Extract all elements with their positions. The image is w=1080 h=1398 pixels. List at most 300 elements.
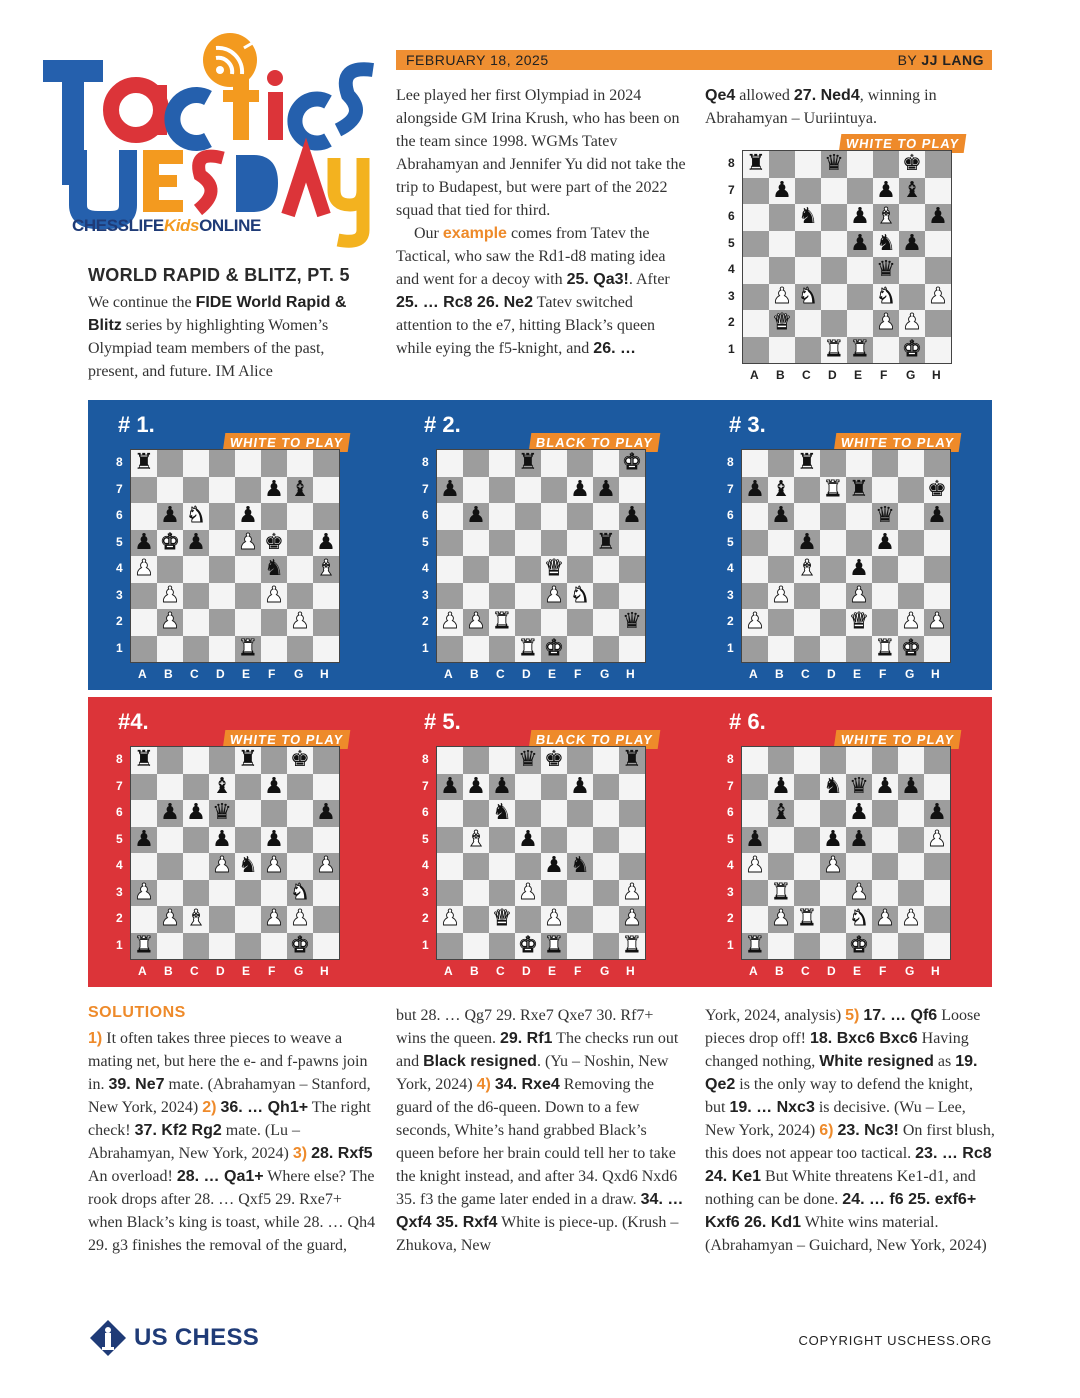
puzzle-6 (699, 697, 999, 987)
board-square (924, 636, 950, 663)
black-pawn-icon: ♟ (875, 773, 895, 799)
board-square (795, 310, 821, 337)
board-square (742, 556, 768, 583)
board-square (768, 477, 794, 504)
board-square (261, 530, 287, 557)
board-square (515, 800, 541, 827)
file-label: G (906, 368, 916, 382)
solution-move: 36. … Qh1+ (220, 1099, 309, 1116)
black-pawn-icon: ♟ (186, 529, 206, 555)
board-square (567, 853, 593, 880)
board-square (313, 636, 339, 663)
chessboard (436, 746, 646, 960)
board-square (742, 477, 768, 504)
board-square (541, 636, 567, 663)
board-square (924, 853, 950, 880)
board-square (593, 747, 619, 774)
board-square (847, 337, 873, 364)
board-square (437, 609, 463, 636)
puzzle-4 (88, 697, 388, 987)
board-square (463, 477, 489, 504)
turn-banner: WHITE TO PLAY (223, 730, 351, 749)
board-square (313, 853, 339, 880)
board-square (619, 747, 645, 774)
white-pawn-icon: ♟ (771, 906, 791, 932)
black-pawn-icon: ♟ (771, 503, 791, 529)
board-square (872, 503, 898, 530)
rank-label: 6 (727, 805, 734, 819)
intro-bold: FIDE World Rapid & Blitz (88, 294, 347, 334)
board-square (567, 477, 593, 504)
board-square (619, 774, 645, 801)
black-bishop-icon: ♝ (212, 773, 232, 799)
white-pawn-icon: ♟ (518, 879, 538, 905)
black-pawn-icon: ♟ (264, 773, 284, 799)
white-rook-icon: ♜ (492, 609, 512, 635)
board-square (287, 853, 313, 880)
black-pawn-icon: ♟ (745, 476, 765, 502)
white-pawn-icon: ♟ (849, 582, 869, 608)
white-pawn-icon: ♟ (544, 906, 564, 932)
solutions-column-2 (396, 1004, 686, 1257)
board-square (287, 747, 313, 774)
solution-text: The right check! (88, 1099, 371, 1139)
board-square (899, 337, 925, 364)
board-square (209, 636, 235, 663)
board-square (183, 906, 209, 933)
board-square (821, 231, 847, 258)
board-square (846, 583, 872, 610)
board-square (489, 933, 515, 960)
black-bishop-icon: ♝ (771, 800, 791, 826)
board-square (925, 337, 951, 364)
board-square (846, 556, 872, 583)
article-byline (898, 52, 984, 68)
board-square (489, 906, 515, 933)
black-pawn-icon: ♟ (570, 773, 590, 799)
white-king-icon: ♚ (901, 635, 921, 661)
board-square (899, 204, 925, 231)
board-square (820, 853, 846, 880)
file-label: C (190, 964, 199, 978)
black-rook-icon: ♜ (596, 529, 616, 555)
file-label: G (600, 964, 610, 978)
board-square (437, 556, 463, 583)
board-square (742, 530, 768, 557)
byline-author: JJ LANG (921, 52, 984, 68)
rank-label: 2 (116, 614, 123, 628)
file-label: F (268, 964, 276, 978)
board-square (235, 880, 261, 907)
black-rook-icon: ♜ (238, 747, 258, 773)
board-square (463, 747, 489, 774)
board-square (847, 284, 873, 311)
board-square (567, 609, 593, 636)
board-square (873, 231, 899, 258)
rank-label: 7 (728, 182, 735, 197)
file-label: H (626, 667, 635, 681)
board-square (489, 636, 515, 663)
rank-label: 2 (422, 911, 429, 925)
board-square (541, 853, 567, 880)
board-square (742, 800, 768, 827)
board-square (924, 827, 950, 854)
file-label: B (775, 964, 784, 978)
board-square (847, 178, 873, 205)
file-label: F (574, 667, 582, 681)
solution-text: White wins material. (Abrahamyan – Guichard, New York, 2024) (705, 1214, 987, 1254)
white-rook-icon: ♜ (771, 879, 791, 905)
black-pawn-icon: ♟ (771, 773, 791, 799)
file-label: E (242, 964, 251, 978)
board-square (489, 477, 515, 504)
board-square (567, 933, 593, 960)
rank-label: 8 (422, 752, 429, 766)
board-square (846, 880, 872, 907)
board-square (821, 284, 847, 311)
board-square (235, 827, 261, 854)
rank-label: 8 (728, 156, 735, 170)
board-square (261, 827, 287, 854)
board-square (515, 933, 541, 960)
board-square (898, 906, 924, 933)
board-square (769, 231, 795, 258)
black-queen-icon: ♛ (824, 151, 844, 177)
board-square (287, 450, 313, 477)
white-pawn-icon: ♟ (440, 609, 460, 635)
chessboard (741, 746, 951, 960)
board-square (872, 774, 898, 801)
black-pawn-icon: ♟ (440, 773, 460, 799)
board-square (313, 609, 339, 636)
board-square (489, 450, 515, 477)
board-square (847, 204, 873, 231)
file-label: B (776, 368, 785, 382)
rank-label: 7 (422, 481, 429, 496)
solution-move: Black resigned (423, 1053, 537, 1070)
board-square (820, 800, 846, 827)
rank-label: 4 (728, 262, 735, 276)
board-square (768, 800, 794, 827)
board-square (794, 609, 820, 636)
white-pawn-icon: ♟ (134, 556, 154, 582)
black-pawn-icon: ♟ (797, 529, 817, 555)
black-pawn-icon: ♟ (316, 800, 336, 826)
board-square (313, 503, 339, 530)
board-square (515, 853, 541, 880)
board-square (743, 178, 769, 205)
file-label: B (164, 667, 173, 681)
solution-text: mate. (Lu – Abrahamyan, New York, 2024) (88, 1122, 300, 1162)
white-pawn-icon: ♟ (622, 906, 642, 932)
board-square (261, 609, 287, 636)
board-square (235, 450, 261, 477)
rank-label: 3 (422, 884, 429, 899)
black-rook-icon: ♜ (134, 747, 154, 773)
board-square (489, 530, 515, 557)
white-knight-icon: ♞ (849, 906, 869, 932)
board-square (209, 906, 235, 933)
board-square (924, 609, 950, 636)
black-pawn-icon: ♟ (850, 230, 870, 256)
logo-text-online: ONLINE (199, 216, 261, 235)
black-pawn-icon: ♟ (264, 476, 284, 502)
board-square (131, 583, 157, 610)
board-square (131, 747, 157, 774)
white-pawn-icon: ♟ (876, 310, 896, 336)
solution-text: White is piece-up. (Krush – Zhukova, New (396, 1214, 679, 1254)
board-square (925, 178, 951, 205)
turn-banner: BLACK TO PLAY (529, 730, 661, 749)
white-queen-icon: ♛ (849, 609, 869, 635)
file-label: G (294, 667, 304, 681)
board-square (795, 257, 821, 284)
board-square (437, 827, 463, 854)
black-knight-icon: ♞ (823, 773, 843, 799)
board-square (820, 906, 846, 933)
rank-label: 5 (727, 534, 734, 549)
board-square (209, 800, 235, 827)
solution-text: It often takes three pieces to weave a mating net, but here the e- and f-pawns join in. (88, 1030, 368, 1093)
board-square (794, 530, 820, 557)
board-square (261, 774, 287, 801)
board-square (183, 583, 209, 610)
puzzle-5 (394, 697, 694, 987)
board-square (795, 204, 821, 231)
board-square (541, 933, 567, 960)
board-square (261, 880, 287, 907)
file-label: D (828, 368, 837, 382)
white-pawn-icon: ♟ (849, 879, 869, 905)
board-square (593, 880, 619, 907)
board-square (821, 337, 847, 364)
board-square (131, 609, 157, 636)
board-square (898, 800, 924, 827)
black-rook-icon: ♜ (622, 747, 642, 773)
board-square (872, 853, 898, 880)
board-square (593, 583, 619, 610)
board-square (209, 530, 235, 557)
board-square (515, 450, 541, 477)
file-label: G (905, 667, 915, 681)
black-pawn-icon: ♟ (901, 773, 921, 799)
solution-text: . (Yu – Noshin, New York, 2024) (396, 1053, 669, 1093)
board-square (287, 477, 313, 504)
board-square (619, 636, 645, 663)
board-square (437, 450, 463, 477)
board-square (235, 636, 261, 663)
black-pawn-icon: ♟ (316, 529, 336, 555)
solution-move: 23. … Rc8 24. Ke1 (705, 1145, 992, 1185)
board-square (463, 450, 489, 477)
solution-number: 3) (292, 1145, 308, 1162)
rank-label: 2 (422, 614, 429, 628)
board-square (463, 906, 489, 933)
black-queen-icon: ♛ (875, 503, 895, 529)
file-label: E (853, 667, 862, 681)
white-king-icon: ♚ (160, 529, 180, 555)
rank-label: 5 (422, 534, 429, 549)
board-square (463, 503, 489, 530)
rank-label: 8 (116, 752, 123, 766)
white-pawn-icon: ♟ (928, 283, 948, 309)
board-square (768, 636, 794, 663)
board-square (794, 774, 820, 801)
example-link[interactable]: example (442, 225, 507, 242)
board-square (183, 636, 209, 663)
solution-move: 34. Rxe4 (494, 1076, 560, 1093)
rank-label: 6 (116, 508, 123, 522)
board-square (567, 906, 593, 933)
board-square (743, 257, 769, 284)
solutions-title: SOLUTIONS (88, 1004, 186, 1021)
board-square (872, 880, 898, 907)
board-square (742, 933, 768, 960)
board-square (183, 827, 209, 854)
board-square (157, 906, 183, 933)
board-square (515, 906, 541, 933)
board-square (209, 556, 235, 583)
file-label: H (626, 964, 635, 978)
rank-label: 2 (727, 614, 734, 628)
board-square (794, 906, 820, 933)
board-square (743, 284, 769, 311)
solution-move: 18. Bxc6 Bxc6 (810, 1030, 918, 1047)
puzzle-number: # 3. (729, 412, 766, 437)
board-square (743, 337, 769, 364)
black-king-icon: ♚ (544, 747, 564, 773)
rank-label: 3 (727, 587, 734, 602)
white-bishop-icon: ♝ (186, 906, 206, 932)
board-square (209, 880, 235, 907)
rank-label: 6 (727, 508, 734, 522)
white-pawn-icon: ♟ (316, 853, 336, 879)
board-square (769, 178, 795, 205)
board-square (157, 853, 183, 880)
board-square (619, 800, 645, 827)
board-square (463, 609, 489, 636)
board-square (463, 827, 489, 854)
board-square (593, 933, 619, 960)
solution-text: Where else? The rook drops after 28. … Qxf5 29. Rxe7+ when Black’s king is toast, while 28. … Qh4 29. g3 finishes the removal of the guard, (88, 1168, 376, 1254)
white-pawn-icon: ♟ (466, 609, 486, 635)
board-square (463, 853, 489, 880)
rank-label: 2 (727, 911, 734, 925)
board-square (872, 933, 898, 960)
board-square (593, 503, 619, 530)
solution-move: 39. Ne7 (108, 1076, 165, 1093)
board-square (794, 747, 820, 774)
rank-label: 4 (727, 561, 734, 575)
board-square (131, 880, 157, 907)
white-pawn-icon: ♟ (212, 853, 232, 879)
board-square (873, 151, 899, 178)
solution-text: The checks run out and (396, 1030, 679, 1070)
board-square (157, 933, 183, 960)
board-square (209, 503, 235, 530)
board-square (769, 257, 795, 284)
board-square (768, 774, 794, 801)
file-label: H (320, 667, 329, 681)
board-square (157, 747, 183, 774)
board-square (794, 556, 820, 583)
white-rook-icon: ♜ (745, 932, 765, 958)
white-rook-icon: ♜ (824, 336, 844, 362)
copyright-notice: COPYRIGHT USCHESS.ORG (798, 1333, 992, 1348)
board-square (768, 450, 794, 477)
intro-title: WORLD RAPID & BLITZ, PT. 5 (88, 265, 350, 285)
board-square (768, 556, 794, 583)
chessboard (130, 449, 340, 663)
board-square (742, 636, 768, 663)
board-square (287, 556, 313, 583)
board-square (899, 257, 925, 284)
black-pawn-icon: ♟ (186, 800, 206, 826)
board-square (567, 556, 593, 583)
file-label: A (444, 964, 453, 978)
rank-label: 3 (116, 587, 123, 602)
file-label: A (750, 368, 759, 382)
white-knight-icon: ♞ (876, 283, 896, 309)
solution-move: 19. Qe2 (705, 1053, 978, 1093)
board-square (541, 609, 567, 636)
board-square (287, 906, 313, 933)
solution-move: 37. Kf2 Rg2 (134, 1122, 222, 1139)
rank-label: 8 (727, 752, 734, 766)
board-square (925, 204, 951, 231)
white-king-icon: ♚ (518, 932, 538, 958)
rank-label: 1 (116, 640, 123, 655)
board-square (924, 556, 950, 583)
black-pawn-icon: ♟ (440, 476, 460, 502)
board-square (873, 337, 899, 364)
board-square (515, 774, 541, 801)
board-square (463, 774, 489, 801)
black-pawn-icon: ♟ (875, 529, 895, 555)
board-square (820, 503, 846, 530)
black-pawn-icon: ♟ (134, 529, 154, 555)
board-square (924, 800, 950, 827)
rank-label: 4 (116, 561, 123, 575)
white-knight-icon: ♞ (290, 879, 310, 905)
board-square (846, 477, 872, 504)
rank-label: 1 (422, 937, 429, 952)
board-square (541, 477, 567, 504)
black-pawn-icon: ♟ (466, 503, 486, 529)
black-king-icon: ♚ (927, 476, 947, 502)
board-square (313, 747, 339, 774)
file-label: E (854, 368, 863, 382)
board-square (261, 933, 287, 960)
rank-label: 4 (116, 858, 123, 872)
rank-label: 7 (116, 481, 123, 496)
chess-life-kids-online-logo (72, 216, 261, 236)
board-square (313, 800, 339, 827)
board-square (872, 556, 898, 583)
board-square (898, 774, 924, 801)
board-square (873, 204, 899, 231)
black-queen-icon: ♛ (622, 609, 642, 635)
board-square (898, 827, 924, 854)
board-square (593, 800, 619, 827)
board-square (769, 284, 795, 311)
rank-label: 8 (116, 455, 123, 469)
black-pawn-icon: ♟ (134, 826, 154, 852)
board-square (209, 827, 235, 854)
white-bishop-icon: ♝ (876, 204, 896, 230)
black-pawn-icon: ♟ (850, 204, 870, 230)
board-square (235, 800, 261, 827)
